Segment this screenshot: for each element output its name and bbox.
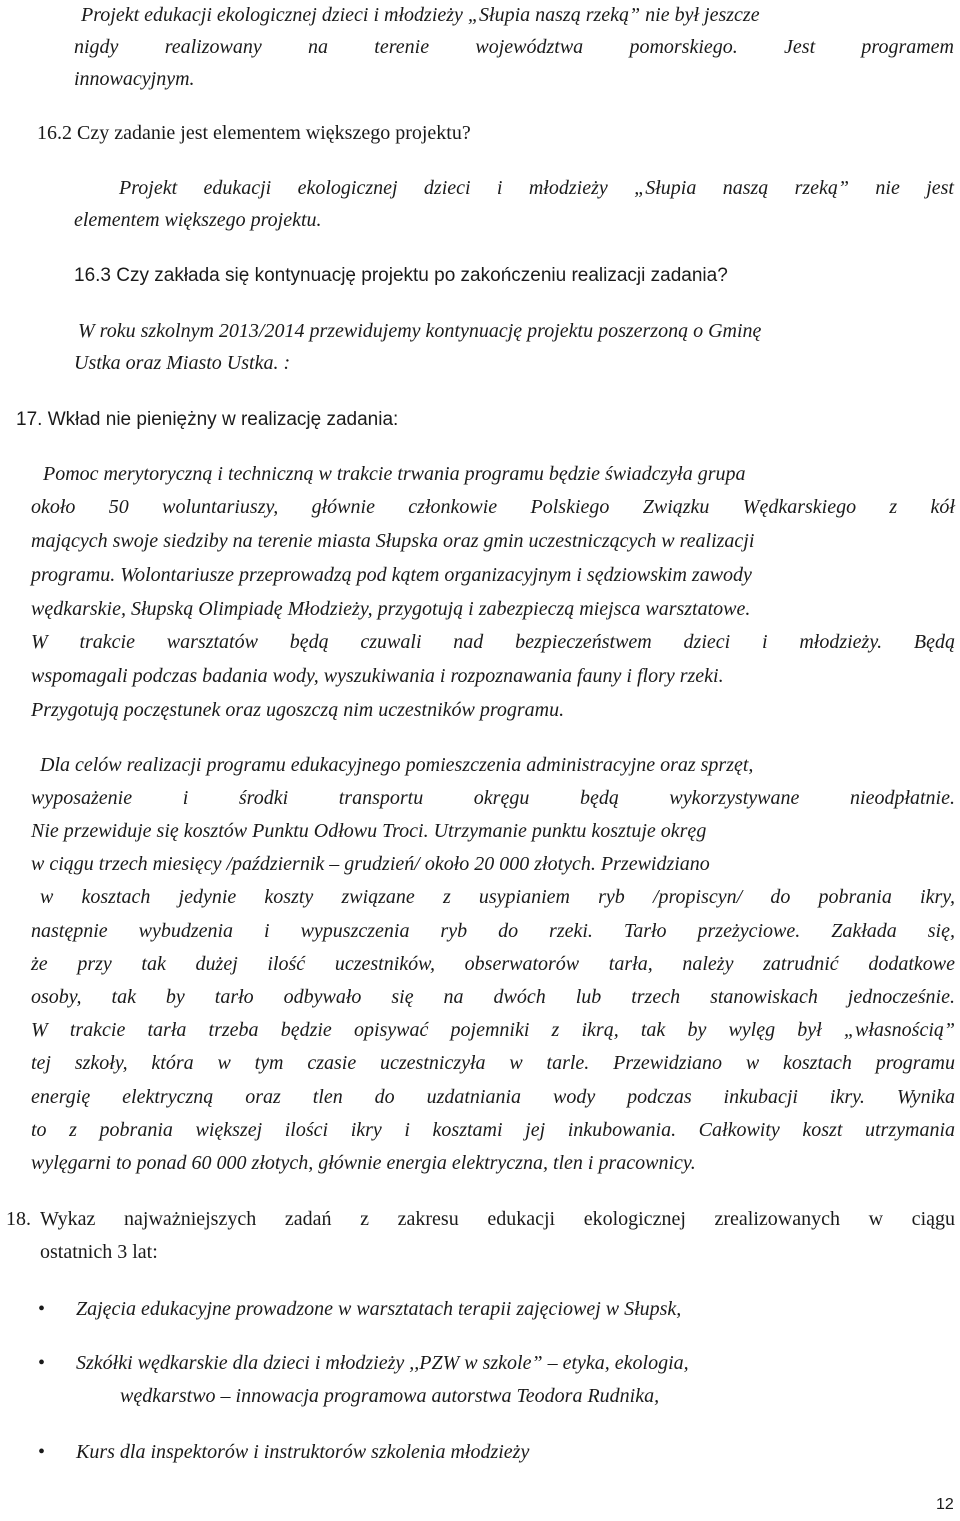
- section-17-para2-line: wyposażenie i środki transportu okręgu będą wykorzystywane nieodpłatnie.: [31, 787, 955, 809]
- section-17-para2-line: że przy tak dużej ilość uczestników, obserwatorów tarła, należy zatrudnić dodatkowe: [31, 953, 955, 975]
- section-17-para2-line: Nie przewiduje się kosztów Punktu Odłowu Troci. Utrzymanie punktu kosztuje okręg: [31, 820, 707, 842]
- bullet-icon: •: [38, 1441, 46, 1463]
- section-17-para1-line: około 50 woluntariuszy, głównie członkowie Polskiego Związku Wędkarskiego z kół: [31, 496, 955, 518]
- section-18-list-item: Kurs dla inspektorów i instruktorów szkolenia młodzieży: [76, 1441, 530, 1463]
- section-17-para2-line: osoby, tak by tarło odbywało się na dwóch lub trzech stanowiskach jednocześnie.: [31, 986, 955, 1008]
- section-16-2-heading: 16.2 Czy zadanie jest elementem większego projektu?: [37, 122, 471, 144]
- section-18-list-item: Szkółki wędkarskie dla dzieci i młodzieży ,,PZW w szkole” – etyka, ekologia,: [76, 1352, 689, 1374]
- section-17-para2-line: wylęgarni to ponad 60 000 złotych, głównie energia elektryczna, tlen i pracownicy.: [31, 1152, 696, 1174]
- section-16-3-answer-line: Ustka oraz Miasto Ustka. :: [74, 352, 291, 374]
- section-18-number: 18.: [6, 1208, 31, 1230]
- section-17-para1-line: wędkarskie, Słupską Olimpiadę Młodzieży, przygotują i zabezpieczą miejsca warsztatowe.: [31, 598, 751, 620]
- page-number: 12: [936, 1496, 954, 1513]
- section-16-3-heading: 16.3 Czy zakłada się kontynuację projektu po zakończeniu realizacji zadania?: [74, 265, 728, 286]
- section-17-para2-line: W trakcie tarła trzeba będzie opisywać pojemniki z ikrą, tak by wylęg był „własnością”: [31, 1019, 955, 1041]
- bullet-icon: •: [38, 1352, 46, 1374]
- intro-line: nigdy realizowany na terenie województwa pomorskiego. Jest programem: [74, 36, 954, 58]
- section-16-3-answer-line: W roku szkolnym 2013/2014 przewidujemy kontynuację projektu poszerzoną o Gminę: [78, 320, 762, 342]
- section-16-2-answer-line: Projekt edukacji ekologicznej dzieci i młodzieży „Słupia naszą rzeką” nie jest: [119, 177, 954, 199]
- section-18-list-item: wędkarstwo – innowacja programowa autorstwa Teodora Rudnika,: [120, 1385, 660, 1407]
- section-17-para1-line: W trakcie warsztatów będą czuwali nad bezpieczeństwem dzieci i młodzieży. Będą: [31, 631, 955, 653]
- section-16-2-answer-line: elementem większego projektu.: [74, 209, 322, 231]
- section-17-para2-line: energię elektryczną oraz tlen do uzdatniania wody podczas inkubacji ikry. Wynika: [31, 1086, 955, 1108]
- section-17-para1-line: wspomagali podczas badania wody, wyszukiwania i rozpoznawania fauny i flory rzeki.: [31, 665, 724, 687]
- section-17-para2-line: następnie wybudzenia i wypuszczenia ryb do rzeki. Tarło przeżyciowe. Zakłada się,: [31, 920, 955, 942]
- section-18-heading-line: ostatnich 3 lat:: [40, 1241, 158, 1263]
- section-17-para2-line: tej szkoły, która w tym czasie uczestniczyła w tarle. Przewidziano w kosztach programu: [31, 1052, 955, 1074]
- section-18-list-item: Zajęcia edukacyjne prowadzone w warsztatach terapii zajęciowej w Słupsk,: [76, 1298, 682, 1320]
- section-17-para2-line: w kosztach jedynie koszty związane z usypianiem ryb /propiscyn/ do pobrania ikry,: [40, 886, 955, 908]
- section-17-para2-line: Dla celów realizacji programu edukacyjnego pomieszczenia administracyjne oraz sprzęt,: [40, 754, 754, 776]
- section-17-para1-line: mających swoje siedziby na terenie miasta Słupska oraz gmin uczestniczących w realizacji: [31, 530, 755, 552]
- intro-line: Projekt edukacji ekologicznej dzieci i młodzieży „Słupia naszą rzeką” nie był jeszcze: [81, 4, 760, 26]
- section-17-para1-line: programu. Wolontariusze przeprowadzą pod kątem organizacyjnym i sędziowskim zawody: [31, 564, 752, 586]
- section-17-para2-line: w ciągu trzech miesięcy /październik – grudzień/ około 20 000 złotych. Przewidziano: [31, 853, 710, 875]
- intro-line: innowacyjnym.: [74, 68, 195, 90]
- section-17-para2-line: to z pobrania większej ilości ikry i kosztami jej inkubowania. Całkowity koszt utrzymania: [31, 1119, 955, 1141]
- section-17-para1-line: Przygotują poczęstunek oraz ugoszczą nim uczestników programu.: [31, 699, 565, 721]
- section-17-para1-line: Pomoc merytoryczną i techniczną w trakcie trwania programu będzie świadczyła grupa: [43, 463, 746, 485]
- section-18-heading-line: Wykaz najważniejszych zadań z zakresu edukacji ekologicznej zrealizowanych w ciągu: [40, 1208, 955, 1230]
- section-17-heading: 17. Wkład nie pieniężny w realizację zadania:: [16, 409, 399, 430]
- bullet-icon: •: [38, 1298, 46, 1320]
